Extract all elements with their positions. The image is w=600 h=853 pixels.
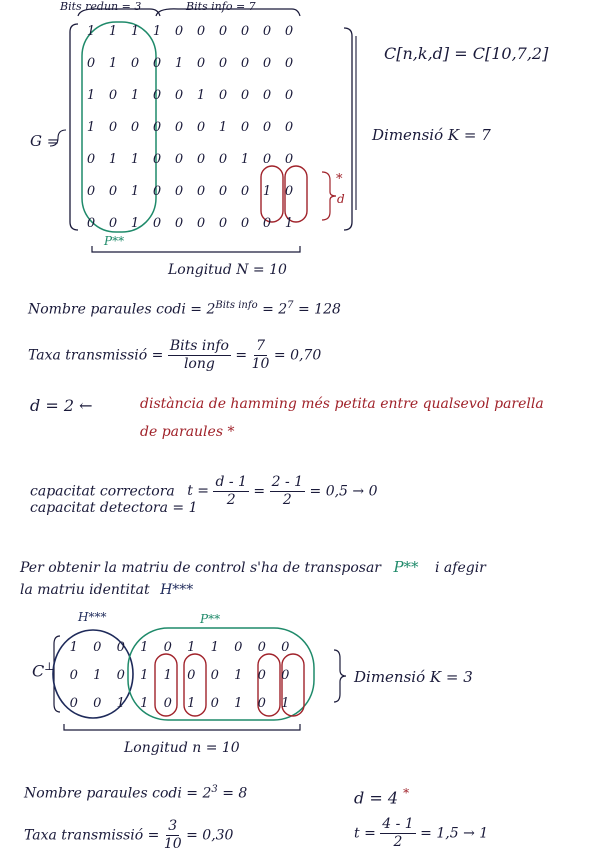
- t2-line: [354, 816, 488, 851]
- g-matrix-cell: 1: [218, 120, 228, 135]
- rate2-frac: $\frac{3}{10}$: [163, 818, 182, 852]
- g-matrix-cell: 0: [108, 184, 118, 199]
- c-matrix-cell: 0: [281, 640, 290, 655]
- c-matrix-cell: 1: [187, 640, 196, 655]
- t-frac-2: $\frac{2 - 1}{2}$: [271, 474, 304, 508]
- g-matrix-cell: 0: [196, 152, 206, 167]
- d4-label: d = 4: [354, 788, 398, 808]
- c-matrix-cell: 1: [93, 668, 102, 683]
- c-matrix-cell: 0: [210, 668, 219, 683]
- c-matrix-cell: 1: [281, 696, 290, 711]
- c-matrix-cell: 1: [140, 668, 149, 683]
- g-matrix-cell: 0: [174, 24, 184, 39]
- g-matrix-cell: 0: [262, 120, 272, 135]
- g-matrix-cell: 0: [262, 216, 272, 231]
- control-matrix: [62, 640, 297, 724]
- g-matrix-cell: 0: [86, 216, 96, 231]
- g-matrix-cell: 1: [240, 152, 250, 167]
- c-matrix-cell: 0: [116, 640, 125, 655]
- star-mark: *: [336, 172, 343, 187]
- g-matrix-cell: 0: [284, 56, 294, 71]
- g-matrix-cell: 0: [152, 88, 162, 103]
- bits-redun-label: Bits redun = 3: [60, 0, 142, 13]
- rate2-line: [24, 818, 233, 853]
- g-matrix-cell: 0: [86, 56, 96, 71]
- explanation-text-1: Per obtenir la matriu de control s'ha de transposar: [20, 560, 381, 576]
- c-matrix-cell: 1: [140, 640, 149, 655]
- c-matrix-cell: 1: [140, 696, 149, 711]
- g-matrix-cell: 0: [86, 152, 96, 167]
- g-matrix-cell: 1: [174, 56, 184, 71]
- d4-star: *: [403, 786, 410, 800]
- c-matrix-cell: 0: [116, 668, 125, 683]
- g-matrix-cell: 0: [218, 24, 228, 39]
- g-matrix-cell: 0: [196, 184, 206, 199]
- g-matrix-cell: 0: [152, 120, 162, 135]
- g-matrix-cell: 0: [218, 152, 228, 167]
- g-matrix-cell: 1: [130, 184, 140, 199]
- rate-line: Taxa transmissió = $\frac{\text{Bits info}}{\text{long}}$ = $\frac{7}{10}$ = 0,70: [28, 338, 322, 372]
- generator-matrix: [80, 24, 300, 248]
- g-matrix-cell: 1: [108, 56, 118, 71]
- c-matrix-cell: 0: [234, 640, 243, 655]
- codewords-eq: = 2: [262, 301, 288, 318]
- c-matrix-cell: 1: [187, 696, 196, 711]
- t-result: = 0,5 → 0: [309, 483, 378, 500]
- g-matrix-cell: 0: [262, 152, 272, 167]
- c-matrix-cell: 1: [116, 696, 125, 711]
- g-matrix-cell: 1: [262, 184, 272, 199]
- t2-sym: t =: [354, 825, 376, 842]
- g-matrix-cell: 0: [284, 24, 294, 39]
- g-matrix-cell: 0: [284, 88, 294, 103]
- explanation-line-1: [20, 558, 486, 576]
- g-matrix-cell: 1: [130, 152, 140, 167]
- g-matrix-cell: 0: [218, 184, 228, 199]
- g-matrix-cell: 1: [86, 88, 96, 103]
- g-matrix-cell: 1: [130, 24, 140, 39]
- c-matrix-cell: 0: [187, 668, 196, 683]
- c-matrix-cell: 0: [163, 640, 172, 655]
- g-matrix-cell: 1: [108, 24, 118, 39]
- g-matrix-cell: 0: [240, 88, 250, 103]
- t2-frac: $\frac{4 - 1}{2}$: [382, 816, 414, 850]
- g-matrix-cell: 0: [284, 184, 294, 199]
- dimension-k3: Dimensió K = 3: [354, 668, 473, 686]
- g-matrix-cell: 0: [240, 184, 250, 199]
- c-matrix-row: [62, 640, 297, 668]
- c-matrix-cell: 0: [281, 668, 290, 683]
- g-matrix-cell: 0: [174, 216, 184, 231]
- c-matrix-row: [62, 696, 297, 724]
- c-matrix-cell: 0: [210, 696, 219, 711]
- c-perp-label: C⊥: [32, 660, 55, 681]
- g-matrix-cell: 1: [130, 88, 140, 103]
- g-matrix-cell: 1: [130, 216, 140, 231]
- h-label-c: H***: [78, 610, 107, 624]
- rate2-result: = 0,30: [186, 827, 234, 844]
- g-matrix-cell: 0: [262, 56, 272, 71]
- d-note-1: distància de hamming més petita entre qualsevol parella: [140, 396, 544, 412]
- rate2-label: Taxa transmissió =: [24, 827, 160, 844]
- g-matrix-cell: 0: [130, 120, 140, 135]
- code-params: C[n,k,d] = C[10,7,2]: [384, 44, 549, 63]
- c-matrix-cell: 1: [69, 640, 78, 655]
- detect-line: capacitat detectora = 1: [30, 500, 198, 516]
- d2-line: [30, 396, 93, 415]
- rate-label: Taxa transmissió =: [28, 347, 164, 364]
- g-matrix-cell: 0: [196, 56, 206, 71]
- c-matrix-cell: 0: [257, 696, 266, 711]
- c-dim-brace: [334, 650, 346, 702]
- g-matrix-cell: 0: [240, 216, 250, 231]
- d-arrow: ←: [79, 396, 93, 415]
- length-n10: Longitud N = 10: [168, 262, 287, 278]
- g-matrix-row: [80, 184, 300, 216]
- codewords2-text: Nombre paraules codi = 2: [24, 785, 212, 802]
- p-label-c: P**: [200, 612, 221, 626]
- red-brace: [322, 172, 336, 220]
- d-mark: d: [337, 192, 345, 206]
- t-sym: t =: [187, 483, 210, 500]
- g-matrix-cell: 1: [108, 152, 118, 167]
- g-matrix-cell: 1: [284, 216, 294, 231]
- g-matrix-cell: 0: [174, 184, 184, 199]
- g-matrix-row: [80, 56, 300, 88]
- c-left-bracket: [54, 636, 60, 712]
- t-line: capacitat correctora t = $\frac{d - 1}{2}$ = $\frac{2 - 1}{2}$ = 0,5 → 0: [30, 474, 378, 508]
- t2-result: = 1,5 → 1: [420, 825, 489, 842]
- codewords2-result: = 8: [222, 785, 248, 802]
- explanation-h-ref: H***: [160, 582, 194, 598]
- g-matrix-row: [80, 88, 300, 120]
- g-matrix-cell: 0: [152, 152, 162, 167]
- c-matrix-cell: 0: [257, 668, 266, 683]
- g-matrix-cell: 0: [240, 56, 250, 71]
- g-right-bracket: [344, 28, 352, 230]
- g-matrix-cell: 0: [196, 24, 206, 39]
- explanation-line-2: [20, 582, 193, 598]
- g-matrix-cell: 0: [152, 184, 162, 199]
- g-left-bracket: [70, 24, 78, 230]
- d-note-2: de paraules *: [140, 424, 235, 440]
- c-matrix-cell: 1: [234, 668, 243, 683]
- codewords-exp: Bits info: [215, 300, 258, 311]
- codewords-line: [28, 300, 341, 318]
- d-label: d = 2: [30, 396, 74, 415]
- length-brace-c: [64, 724, 300, 730]
- g-matrix-cell: 1: [152, 24, 162, 39]
- g-matrix-cell: 0: [240, 120, 250, 135]
- rate-result: = 0,70: [273, 347, 322, 364]
- g-matrix-cell: 0: [284, 120, 294, 135]
- g-matrix-cell: 0: [240, 24, 250, 39]
- g-matrix-cell: 0: [174, 152, 184, 167]
- rate-frac-1: $\frac{\text{Bits info}}{\text{long}}$: [169, 338, 229, 372]
- explanation-text-1-end: i afegir: [435, 560, 486, 576]
- codewords2-exp: 3: [211, 784, 218, 795]
- g-matrix-cell: 0: [152, 216, 162, 231]
- g-matrix-cell: 0: [196, 216, 206, 231]
- g-matrix-cell: 0: [218, 56, 228, 71]
- g-matrix-cell: 0: [262, 88, 272, 103]
- c-matrix-cell: 0: [257, 640, 266, 655]
- c-matrix-cell: 0: [93, 640, 102, 655]
- explanation-text-2: la matriu identitat: [20, 582, 150, 598]
- g-matrix-row: [80, 152, 300, 184]
- g-matrix-cell: 0: [108, 88, 118, 103]
- t-label: capacitat correctora: [30, 483, 175, 500]
- codewords-text: Nombre paraules codi = 2: [28, 301, 216, 318]
- g-matrix-cell: 0: [218, 216, 228, 231]
- g-matrix-cell: 0: [152, 56, 162, 71]
- c-matrix-cell: 1: [163, 668, 172, 683]
- rate-frac-2: $\frac{7}{10}$: [251, 338, 270, 372]
- c-matrix-row: [62, 668, 297, 696]
- p-label-g: P**: [104, 234, 125, 248]
- g-matrix-cell: 0: [174, 88, 184, 103]
- explanation-p-ref: P**: [393, 558, 419, 576]
- g-matrix-cell: 0: [174, 120, 184, 135]
- g-matrix-cell: 0: [108, 120, 118, 135]
- g-matrix-cell: 0: [130, 56, 140, 71]
- c-matrix-cell: 1: [210, 640, 219, 655]
- g-label: G =: [30, 132, 60, 150]
- length-n10-c: Longitud n = 10: [124, 740, 240, 756]
- c-matrix-cell: 1: [234, 696, 243, 711]
- g-matrix-cell: 0: [284, 152, 294, 167]
- g-matrix-cell: 0: [108, 216, 118, 231]
- t-frac-1: $\frac{d - 1}{2}$: [215, 474, 247, 508]
- bits-info-label: Bits info = 7: [186, 0, 256, 13]
- c-matrix-cell: 0: [69, 696, 78, 711]
- g-matrix-cell: 1: [196, 88, 206, 103]
- c-matrix-cell: 0: [69, 668, 78, 683]
- codewords-result: = 128: [297, 301, 341, 318]
- codewords2-line: [24, 784, 247, 802]
- g-matrix-cell: 0: [262, 24, 272, 39]
- g-matrix-cell: 1: [86, 24, 96, 39]
- g-matrix-cell: 0: [86, 184, 96, 199]
- c-matrix-cell: 0: [93, 696, 102, 711]
- c-matrix-cell: 0: [163, 696, 172, 711]
- g-matrix-row: [80, 24, 300, 56]
- dimension-k7: Dimensió K = 7: [372, 126, 491, 144]
- codewords-exp2: 7: [287, 300, 294, 311]
- g-matrix-row: [80, 120, 300, 152]
- g-matrix-cell: 0: [196, 120, 206, 135]
- g-matrix-cell: 0: [218, 88, 228, 103]
- d4-line: [354, 786, 409, 807]
- g-matrix-cell: 1: [86, 120, 96, 135]
